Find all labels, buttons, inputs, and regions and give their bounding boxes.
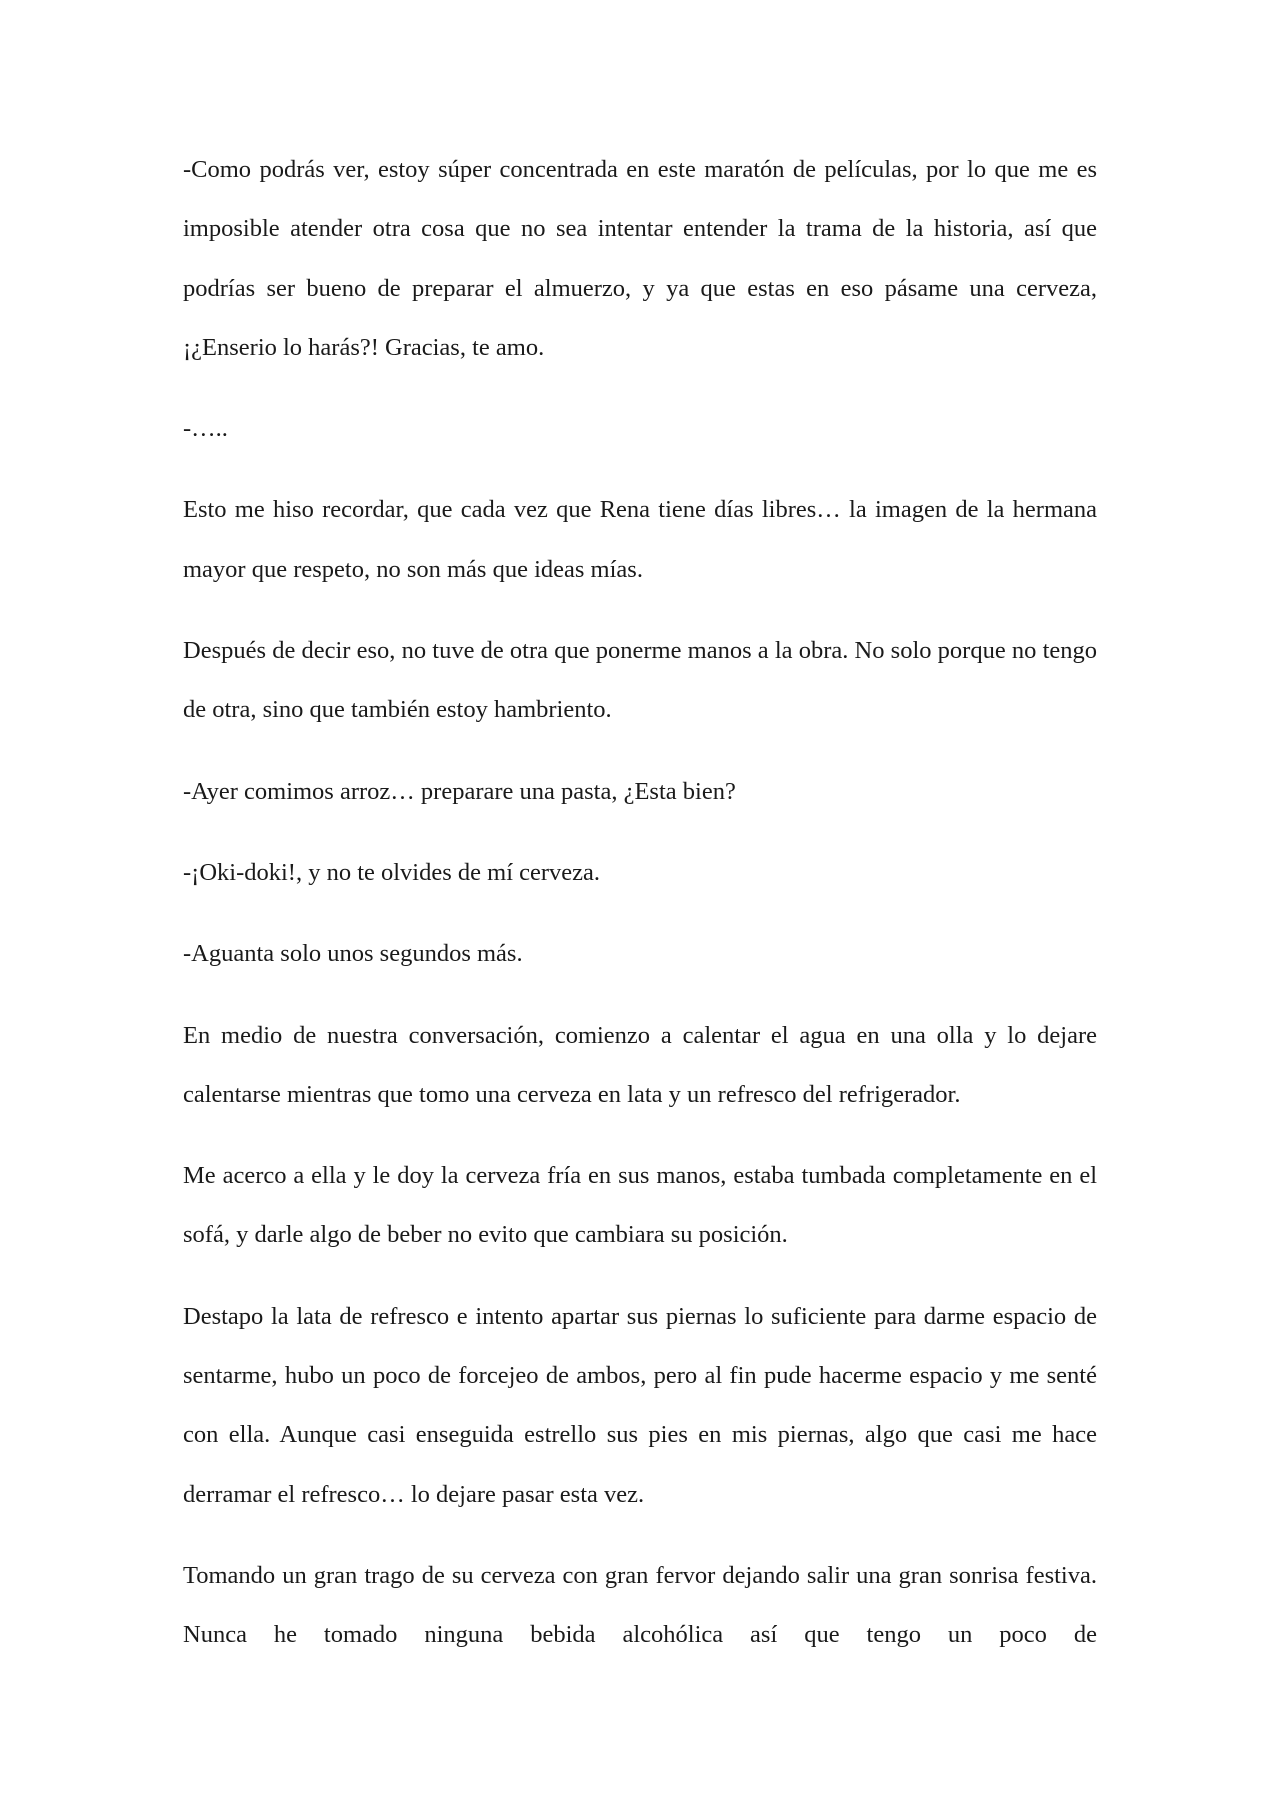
paragraph-10: Destapo la lata de refresco e intento apartar sus piernas lo suficiente para darme espacio de sentarme, hubo un poco de forcejeo de ambos, pero al fin pude hacerme espacio y me senté con ella. Aunque casi enseguida estrello sus pies en mis piernas, algo que casi me hace derramar el refresco… lo dejare pasar esta vez.	[183, 1302, 1097, 1508]
paragraph-2: -…..	[183, 415, 228, 443]
paragraph-6: -¡Oki-doki!, y no te olvides de mí cerveza.	[183, 858, 601, 886]
paragraph-9: Me acerco a ella y le doy la cerveza fría en sus manos, estaba tumbada completamente en el sofá, y darle algo de beber no evito que cambiara su posición.	[183, 1162, 1097, 1249]
paragraph-7: -Aguanta solo unos segundos más.	[183, 940, 523, 968]
document-body	[183, 140, 1097, 1687]
paragraph-8: En medio de nuestra conversación, comienzo a calentar el agua en una olla y lo dejare calentarse mientras que tomo una cerveza en lata y un refresco del refrigerador.	[183, 1021, 1097, 1108]
paragraph-4: Después de decir eso, no tuve de otra que ponerme manos a la obra. No solo porque no tengo de otra, sino que también estoy hambriento.	[183, 637, 1097, 724]
paragraph-3: Esto me hiso recordar, que cada vez que Rena tiene días libres… la imagen de la hermana mayor que respeto, no son más que ideas mías.	[183, 496, 1097, 583]
paragraph-11: Tomando un gran trago de su cerveza con gran fervor dejando salir una gran sonrisa festiva. Nunca he tomado ninguna bebida alcohólica así que tengo un poco de	[183, 1561, 1097, 1649]
paragraph-5: -Ayer comimos arroz… preparare una pasta, ¿Esta bien?	[183, 777, 736, 805]
paragraph-1: -Como podrás ver, estoy súper concentrada en este maratón de películas, por lo que me es imposible atender otra cosa que no sea intentar entender la trama de la historia, así que podrías ser bueno de preparar el almuerzo, y ya que estas en eso pásame una cerveza, ¡¿Enserio lo harás?! Gracias, te amo.	[183, 156, 1097, 361]
